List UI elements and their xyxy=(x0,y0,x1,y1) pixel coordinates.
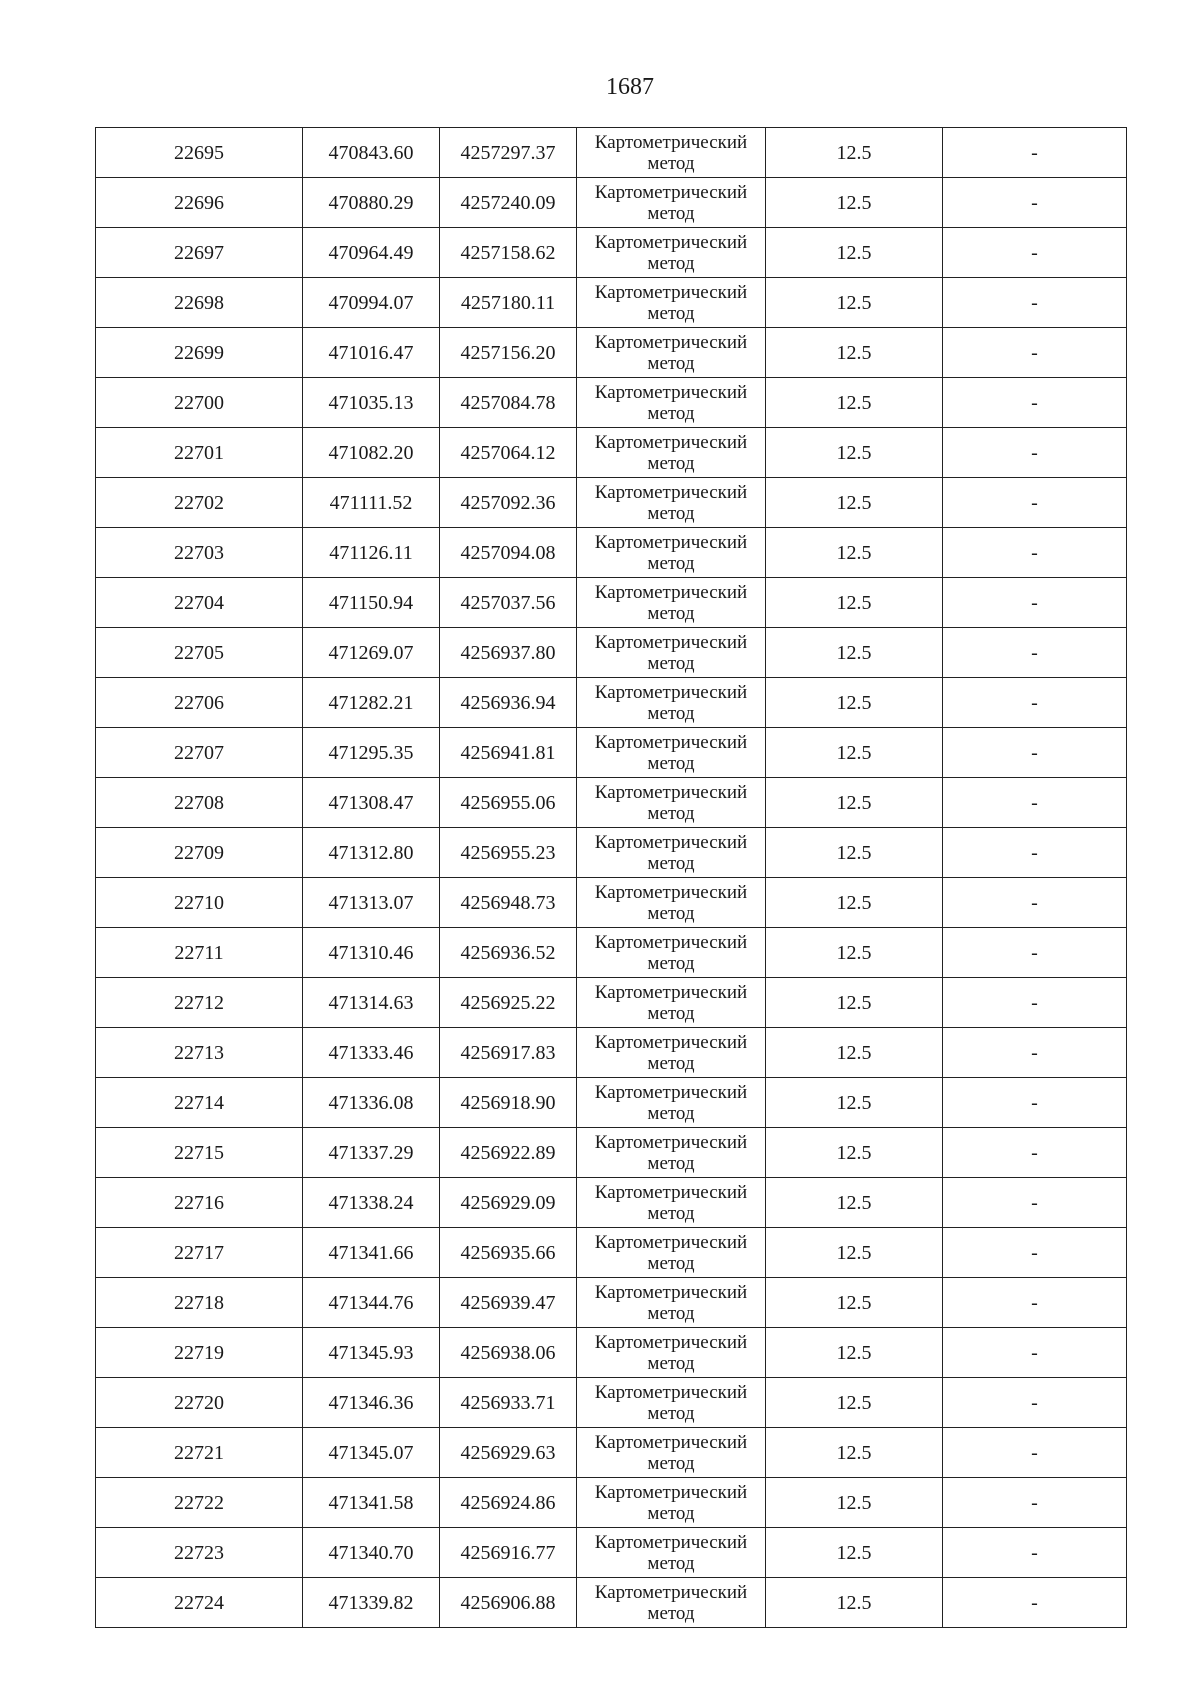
method-line-1: Картометрический xyxy=(594,1531,748,1553)
table-row xyxy=(96,928,1127,978)
x-coordinate-cell: 471339.82 xyxy=(303,1578,440,1628)
method-cell xyxy=(577,828,766,878)
note-cell: - xyxy=(943,1028,1127,1078)
method-cell xyxy=(577,928,766,978)
note-cell: - xyxy=(943,128,1127,178)
point-id-cell: 22724 xyxy=(96,1578,303,1628)
x-coordinate-cell: 471336.08 xyxy=(303,1078,440,1128)
method-line-2: метод xyxy=(647,1002,695,1024)
note-cell: - xyxy=(943,1278,1127,1328)
x-coordinate-cell: 471340.70 xyxy=(303,1528,440,1578)
accuracy-cell: 12.5 xyxy=(766,128,943,178)
x-coordinate-cell: 471333.46 xyxy=(303,1028,440,1078)
method-cell xyxy=(577,578,766,628)
method-cell xyxy=(577,178,766,228)
y-coordinate-cell: 4257240.09 xyxy=(440,178,577,228)
note-cell: - xyxy=(943,1578,1127,1628)
method-line-2: метод xyxy=(647,302,695,324)
method-line-2: метод xyxy=(647,752,695,774)
method-line-1: Картометрический xyxy=(594,1231,748,1253)
method-line-1: Картометрический xyxy=(594,981,748,1003)
method-line-2: метод xyxy=(647,452,695,474)
accuracy-cell: 12.5 xyxy=(766,1378,943,1428)
accuracy-cell: 12.5 xyxy=(766,1528,943,1578)
accuracy-cell: 12.5 xyxy=(766,178,943,228)
table-row xyxy=(96,278,1127,328)
table-row xyxy=(96,678,1127,728)
accuracy-cell: 12.5 xyxy=(766,1228,943,1278)
method-line-1: Картометрический xyxy=(594,1431,748,1453)
x-coordinate-cell: 471282.21 xyxy=(303,678,440,728)
method-line-1: Картометрический xyxy=(594,131,748,153)
x-coordinate-cell: 471126.11 xyxy=(303,528,440,578)
page-number: 1687 xyxy=(606,74,654,100)
accuracy-cell: 12.5 xyxy=(766,1028,943,1078)
note-cell: - xyxy=(943,1328,1127,1378)
accuracy-cell: 12.5 xyxy=(766,828,943,878)
point-id-cell: 22705 xyxy=(96,628,303,678)
point-id-cell: 22696 xyxy=(96,178,303,228)
x-coordinate-cell: 471346.36 xyxy=(303,1378,440,1428)
y-coordinate-cell: 4256955.06 xyxy=(440,778,577,828)
table-row xyxy=(96,1228,1127,1278)
method-line-2: метод xyxy=(647,202,695,224)
point-id-cell: 22709 xyxy=(96,828,303,878)
table-row xyxy=(96,1028,1127,1078)
method-line-1: Картометрический xyxy=(594,1031,748,1053)
method-cell xyxy=(577,1328,766,1378)
table-row xyxy=(96,1178,1127,1228)
method-cell xyxy=(577,328,766,378)
y-coordinate-cell: 4256936.94 xyxy=(440,678,577,728)
y-coordinate-cell: 4256948.73 xyxy=(440,878,577,928)
y-coordinate-cell: 4256916.77 xyxy=(440,1528,577,1578)
note-cell: - xyxy=(943,528,1127,578)
note-cell: - xyxy=(943,278,1127,328)
method-line-1: Картометрический xyxy=(594,481,748,503)
method-line-1: Картометрический xyxy=(594,631,748,653)
point-id-cell: 22711 xyxy=(96,928,303,978)
note-cell: - xyxy=(943,878,1127,928)
method-line-2: метод xyxy=(647,1102,695,1124)
point-id-cell: 22707 xyxy=(96,728,303,778)
point-id-cell: 22720 xyxy=(96,1378,303,1428)
method-cell xyxy=(577,678,766,728)
note-cell: - xyxy=(943,1178,1127,1228)
method-cell xyxy=(577,978,766,1028)
method-cell xyxy=(577,428,766,478)
y-coordinate-cell: 4256917.83 xyxy=(440,1028,577,1078)
table-row xyxy=(96,1328,1127,1378)
table-row xyxy=(96,628,1127,678)
y-coordinate-cell: 4256929.09 xyxy=(440,1178,577,1228)
note-cell: - xyxy=(943,228,1127,278)
accuracy-cell: 12.5 xyxy=(766,878,943,928)
y-coordinate-cell: 4256941.81 xyxy=(440,728,577,778)
x-coordinate-cell: 471337.29 xyxy=(303,1128,440,1178)
method-cell xyxy=(577,478,766,528)
point-id-cell: 22697 xyxy=(96,228,303,278)
table-row xyxy=(96,1378,1127,1428)
accuracy-cell: 12.5 xyxy=(766,478,943,528)
x-coordinate-cell: 471150.94 xyxy=(303,578,440,628)
x-coordinate-cell: 471338.24 xyxy=(303,1178,440,1228)
point-id-cell: 22722 xyxy=(96,1478,303,1528)
method-cell xyxy=(577,1178,766,1228)
x-coordinate-cell: 471295.35 xyxy=(303,728,440,778)
method-line-1: Картометрический xyxy=(594,881,748,903)
note-cell: - xyxy=(943,1528,1127,1578)
method-line-2: метод xyxy=(647,952,695,974)
point-id-cell: 22716 xyxy=(96,1178,303,1228)
method-cell xyxy=(577,1228,766,1278)
point-id-cell: 22695 xyxy=(96,128,303,178)
x-coordinate-cell: 471313.07 xyxy=(303,878,440,928)
y-coordinate-cell: 4256906.88 xyxy=(440,1578,577,1628)
y-coordinate-cell: 4256936.52 xyxy=(440,928,577,978)
method-cell xyxy=(577,1128,766,1178)
note-cell: - xyxy=(943,828,1127,878)
y-coordinate-cell: 4257297.37 xyxy=(440,128,577,178)
y-coordinate-cell: 4257158.62 xyxy=(440,228,577,278)
method-line-2: метод xyxy=(647,552,695,574)
accuracy-cell: 12.5 xyxy=(766,1178,943,1228)
accuracy-cell: 12.5 xyxy=(766,778,943,828)
table-row xyxy=(96,1428,1127,1478)
point-id-cell: 22703 xyxy=(96,528,303,578)
method-line-2: метод xyxy=(647,1402,695,1424)
method-cell xyxy=(577,1528,766,1578)
method-line-2: метод xyxy=(647,1202,695,1224)
point-id-cell: 22698 xyxy=(96,278,303,328)
accuracy-cell: 12.5 xyxy=(766,1428,943,1478)
note-cell: - xyxy=(943,1478,1127,1528)
table-row xyxy=(96,228,1127,278)
table-row xyxy=(96,828,1127,878)
method-line-1: Картометрический xyxy=(594,531,748,553)
coordinates-table-body xyxy=(96,128,1127,1628)
x-coordinate-cell: 471269.07 xyxy=(303,628,440,678)
point-id-cell: 22719 xyxy=(96,1328,303,1378)
accuracy-cell: 12.5 xyxy=(766,628,943,678)
y-coordinate-cell: 4256935.66 xyxy=(440,1228,577,1278)
y-coordinate-cell: 4256937.80 xyxy=(440,628,577,678)
point-id-cell: 22704 xyxy=(96,578,303,628)
method-line-2: метод xyxy=(647,1052,695,1074)
method-cell xyxy=(577,378,766,428)
method-line-2: метод xyxy=(647,1152,695,1174)
y-coordinate-cell: 4256924.86 xyxy=(440,1478,577,1528)
table-row xyxy=(96,178,1127,228)
x-coordinate-cell: 471345.93 xyxy=(303,1328,440,1378)
point-id-cell: 22717 xyxy=(96,1228,303,1278)
y-coordinate-cell: 4256933.71 xyxy=(440,1378,577,1428)
accuracy-cell: 12.5 xyxy=(766,978,943,1028)
note-cell: - xyxy=(943,628,1127,678)
x-coordinate-cell: 471341.66 xyxy=(303,1228,440,1278)
table-row xyxy=(96,878,1127,928)
x-coordinate-cell: 471314.63 xyxy=(303,978,440,1028)
y-coordinate-cell: 4256939.47 xyxy=(440,1278,577,1328)
method-cell xyxy=(577,1078,766,1128)
note-cell: - xyxy=(943,178,1127,228)
y-coordinate-cell: 4256929.63 xyxy=(440,1428,577,1478)
point-id-cell: 22713 xyxy=(96,1028,303,1078)
table-row xyxy=(96,778,1127,828)
accuracy-cell: 12.5 xyxy=(766,578,943,628)
method-line-2: метод xyxy=(647,652,695,674)
table-row xyxy=(96,528,1127,578)
method-line-2: метод xyxy=(647,1502,695,1524)
table-row xyxy=(96,478,1127,528)
y-coordinate-cell: 4256925.22 xyxy=(440,978,577,1028)
x-coordinate-cell: 471344.76 xyxy=(303,1278,440,1328)
method-line-1: Картометрический xyxy=(594,381,748,403)
note-cell: - xyxy=(943,1378,1127,1428)
note-cell: - xyxy=(943,378,1127,428)
method-line-2: метод xyxy=(647,252,695,274)
note-cell: - xyxy=(943,1078,1127,1128)
method-cell xyxy=(577,1378,766,1428)
table-row xyxy=(96,728,1127,778)
method-line-2: метод xyxy=(647,802,695,824)
table-row xyxy=(96,378,1127,428)
accuracy-cell: 12.5 xyxy=(766,1328,943,1378)
method-line-1: Картометрический xyxy=(594,1331,748,1353)
note-cell: - xyxy=(943,778,1127,828)
accuracy-cell: 12.5 xyxy=(766,728,943,778)
y-coordinate-cell: 4256918.90 xyxy=(440,1078,577,1128)
accuracy-cell: 12.5 xyxy=(766,1478,943,1528)
method-line-1: Картометрический xyxy=(594,1481,748,1503)
table-row xyxy=(96,578,1127,628)
method-line-2: метод xyxy=(647,852,695,874)
method-line-1: Картометрический xyxy=(594,931,748,953)
method-line-1: Картометрический xyxy=(594,831,748,853)
note-cell: - xyxy=(943,1228,1127,1278)
x-coordinate-cell: 471345.07 xyxy=(303,1428,440,1478)
x-coordinate-cell: 471310.46 xyxy=(303,928,440,978)
method-line-1: Картометрический xyxy=(594,431,748,453)
point-id-cell: 22708 xyxy=(96,778,303,828)
point-id-cell: 22706 xyxy=(96,678,303,728)
table-row xyxy=(96,1078,1127,1128)
note-cell: - xyxy=(943,428,1127,478)
accuracy-cell: 12.5 xyxy=(766,328,943,378)
accuracy-cell: 12.5 xyxy=(766,528,943,578)
point-id-cell: 22699 xyxy=(96,328,303,378)
method-cell xyxy=(577,528,766,578)
y-coordinate-cell: 4257092.36 xyxy=(440,478,577,528)
x-coordinate-cell: 470843.60 xyxy=(303,128,440,178)
accuracy-cell: 12.5 xyxy=(766,678,943,728)
accuracy-cell: 12.5 xyxy=(766,1128,943,1178)
method-cell xyxy=(577,1278,766,1328)
x-coordinate-cell: 471082.20 xyxy=(303,428,440,478)
method-cell xyxy=(577,728,766,778)
y-coordinate-cell: 4257064.12 xyxy=(440,428,577,478)
y-coordinate-cell: 4257037.56 xyxy=(440,578,577,628)
table-row xyxy=(96,1528,1127,1578)
coordinates-table xyxy=(95,127,1127,1628)
accuracy-cell: 12.5 xyxy=(766,228,943,278)
accuracy-cell: 12.5 xyxy=(766,928,943,978)
accuracy-cell: 12.5 xyxy=(766,1078,943,1128)
x-coordinate-cell: 471016.47 xyxy=(303,328,440,378)
note-cell: - xyxy=(943,578,1127,628)
point-id-cell: 22721 xyxy=(96,1428,303,1478)
method-cell xyxy=(577,1428,766,1478)
note-cell: - xyxy=(943,1128,1127,1178)
point-id-cell: 22702 xyxy=(96,478,303,528)
method-line-1: Картометрический xyxy=(594,581,748,603)
note-cell: - xyxy=(943,678,1127,728)
method-line-2: метод xyxy=(647,1302,695,1324)
table-row xyxy=(96,1278,1127,1328)
method-line-1: Картометрический xyxy=(594,1281,748,1303)
method-line-2: метод xyxy=(647,352,695,374)
method-line-2: метод xyxy=(647,1252,695,1274)
method-cell xyxy=(577,1578,766,1628)
note-cell: - xyxy=(943,328,1127,378)
method-cell xyxy=(577,128,766,178)
x-coordinate-cell: 471111.52 xyxy=(303,478,440,528)
method-line-1: Картометрический xyxy=(594,1181,748,1203)
point-id-cell: 22723 xyxy=(96,1528,303,1578)
table-row xyxy=(96,1578,1127,1628)
y-coordinate-cell: 4257180.11 xyxy=(440,278,577,328)
method-line-2: метод xyxy=(647,152,695,174)
x-coordinate-cell: 471035.13 xyxy=(303,378,440,428)
y-coordinate-cell: 4256955.23 xyxy=(440,828,577,878)
note-cell: - xyxy=(943,978,1127,1028)
accuracy-cell: 12.5 xyxy=(766,378,943,428)
point-id-cell: 22710 xyxy=(96,878,303,928)
x-coordinate-cell: 471308.47 xyxy=(303,778,440,828)
method-line-2: метод xyxy=(647,1602,695,1624)
method-cell xyxy=(577,278,766,328)
method-line-1: Картометрический xyxy=(594,1381,748,1403)
method-line-1: Картометрический xyxy=(594,181,748,203)
point-id-cell: 22701 xyxy=(96,428,303,478)
note-cell: - xyxy=(943,728,1127,778)
method-line-1: Картометрический xyxy=(594,331,748,353)
method-cell xyxy=(577,778,766,828)
accuracy-cell: 12.5 xyxy=(766,1578,943,1628)
method-line-1: Картометрический xyxy=(594,1081,748,1103)
method-line-1: Картометрический xyxy=(594,1131,748,1153)
method-line-1: Картометрический xyxy=(594,731,748,753)
method-line-1: Картометрический xyxy=(594,681,748,703)
method-line-2: метод xyxy=(647,902,695,924)
method-line-2: метод xyxy=(647,402,695,424)
table-row xyxy=(96,428,1127,478)
x-coordinate-cell: 471341.58 xyxy=(303,1478,440,1528)
y-coordinate-cell: 4256922.89 xyxy=(440,1128,577,1178)
method-line-2: метод xyxy=(647,1452,695,1474)
accuracy-cell: 12.5 xyxy=(766,278,943,328)
method-cell xyxy=(577,1478,766,1528)
method-cell xyxy=(577,228,766,278)
note-cell: - xyxy=(943,928,1127,978)
table-row xyxy=(96,1478,1127,1528)
method-line-2: метод xyxy=(647,1552,695,1574)
method-cell xyxy=(577,1028,766,1078)
table-row xyxy=(96,328,1127,378)
point-id-cell: 22715 xyxy=(96,1128,303,1178)
point-id-cell: 22714 xyxy=(96,1078,303,1128)
method-line-1: Картометрический xyxy=(594,281,748,303)
accuracy-cell: 12.5 xyxy=(766,428,943,478)
method-cell xyxy=(577,878,766,928)
y-coordinate-cell: 4256938.06 xyxy=(440,1328,577,1378)
x-coordinate-cell: 470880.29 xyxy=(303,178,440,228)
method-line-2: метод xyxy=(647,1352,695,1374)
x-coordinate-cell: 471312.80 xyxy=(303,828,440,878)
table-row xyxy=(96,128,1127,178)
method-line-2: метод xyxy=(647,602,695,624)
y-coordinate-cell: 4257084.78 xyxy=(440,378,577,428)
accuracy-cell: 12.5 xyxy=(766,1278,943,1328)
method-line-2: метод xyxy=(647,502,695,524)
y-coordinate-cell: 4257094.08 xyxy=(440,528,577,578)
note-cell: - xyxy=(943,1428,1127,1478)
method-line-1: Картометрический xyxy=(594,1581,748,1603)
table-row xyxy=(96,1128,1127,1178)
point-id-cell: 22700 xyxy=(96,378,303,428)
point-id-cell: 22718 xyxy=(96,1278,303,1328)
y-coordinate-cell: 4257156.20 xyxy=(440,328,577,378)
method-line-1: Картометрический xyxy=(594,781,748,803)
x-coordinate-cell: 470964.49 xyxy=(303,228,440,278)
method-line-2: метод xyxy=(647,702,695,724)
table-row xyxy=(96,978,1127,1028)
method-line-1: Картометрический xyxy=(594,231,748,253)
method-cell xyxy=(577,628,766,678)
note-cell: - xyxy=(943,478,1127,528)
x-coordinate-cell: 470994.07 xyxy=(303,278,440,328)
point-id-cell: 22712 xyxy=(96,978,303,1028)
